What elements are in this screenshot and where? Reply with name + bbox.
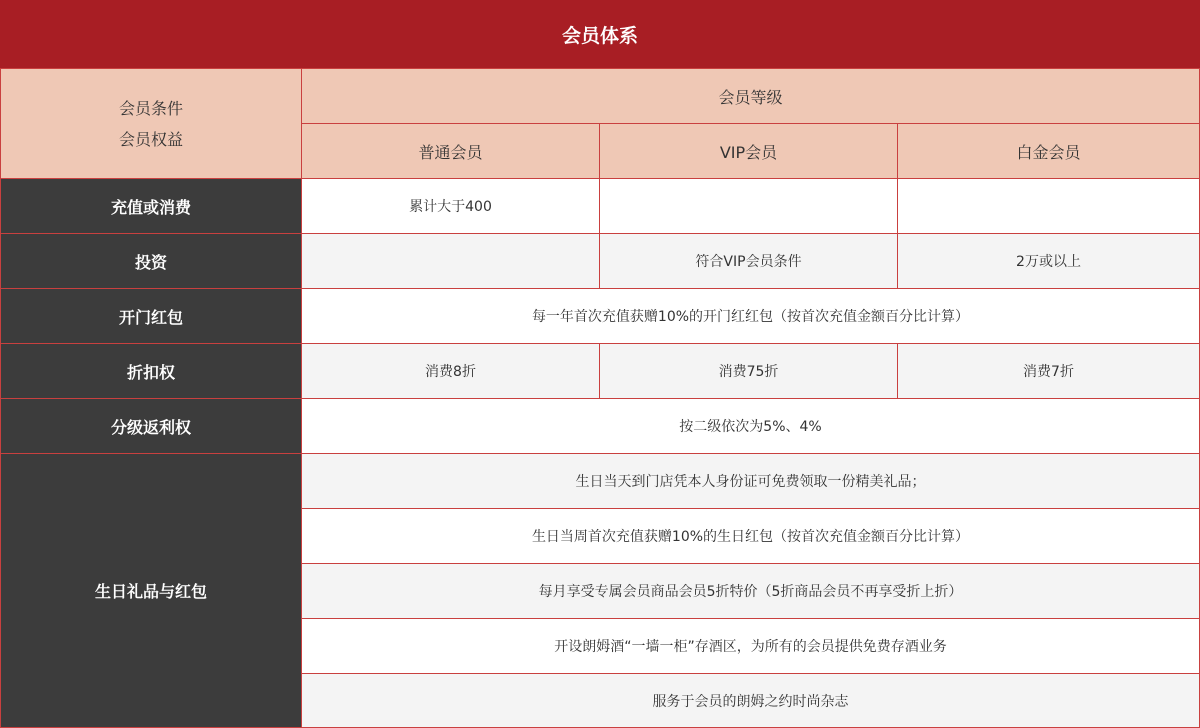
cell-recharge-platinum bbox=[898, 179, 1200, 234]
header-corner-cell bbox=[1, 69, 302, 179]
cell-birthday-redpacket: 生日当周首次充值获赠10%的生日红包（按首次充值金额百分比计算） bbox=[302, 509, 1200, 564]
table-row-invest bbox=[1, 234, 1200, 289]
cell-magazine: 服务于会员的朗姆之约时尚杂志 bbox=[302, 674, 1200, 728]
header-level-group: 会员等级 bbox=[302, 69, 1200, 124]
page-title-text: 会员体系 bbox=[561, 24, 638, 47]
header-level-vip: VIP会员 bbox=[600, 124, 898, 179]
cell-birthday-gift: 生日当天到门店凭本人身份证可免费领取一份精美礼品； bbox=[302, 454, 1200, 509]
cell-rebate: 按二级依次为5%、4% bbox=[302, 399, 1200, 454]
table-row-discount bbox=[1, 344, 1200, 399]
header-row-group bbox=[1, 69, 1200, 124]
cell-invest-normal bbox=[302, 234, 600, 289]
row-label-birthday: 生日礼品与红包 bbox=[1, 454, 302, 728]
table-row-recharge bbox=[1, 179, 1200, 234]
header-corner-benefits: 会员权益 bbox=[118, 129, 183, 149]
row-label-rebate: 分级返利权 bbox=[1, 399, 302, 454]
cell-monthly-discount: 每月享受专属会员商品会员5折特价（5折商品会员不再享受折上折） bbox=[302, 564, 1200, 619]
table-row-rebate bbox=[1, 399, 1200, 454]
cell-invest-platinum: 2万或以上 bbox=[898, 234, 1200, 289]
table-row-redpacket bbox=[1, 289, 1200, 344]
cell-discount-platinum: 消费7折 bbox=[898, 344, 1200, 399]
membership-table bbox=[0, 68, 1200, 728]
cell-recharge-normal: 累计大于400 bbox=[302, 179, 600, 234]
row-label-redpacket: 开门红包 bbox=[1, 289, 302, 344]
cell-recharge-vip bbox=[600, 179, 898, 234]
row-label-recharge: 充值或消费 bbox=[1, 179, 302, 234]
cell-discount-normal: 消费8折 bbox=[302, 344, 600, 399]
header-corner-conditions: 会员条件 bbox=[118, 98, 183, 118]
table-row-birthday-1 bbox=[1, 454, 1200, 509]
header-level-normal: 普通会员 bbox=[302, 124, 600, 179]
page-title bbox=[0, 0, 1200, 68]
row-label-invest: 投资 bbox=[1, 234, 302, 289]
cell-discount-vip: 消费75折 bbox=[600, 344, 898, 399]
cell-redpacket: 每一年首次充值获赠10%的开门红红包（按首次充值金额百分比计算） bbox=[302, 289, 1200, 344]
cell-invest-vip: 符合VIP会员条件 bbox=[600, 234, 898, 289]
header-level-platinum: 白金会员 bbox=[898, 124, 1200, 179]
row-label-discount: 折扣权 bbox=[1, 344, 302, 399]
cell-wine-storage: 开设朗姆酒“一墙一柜”存酒区，为所有的会员提供免费存酒业务 bbox=[302, 619, 1200, 674]
